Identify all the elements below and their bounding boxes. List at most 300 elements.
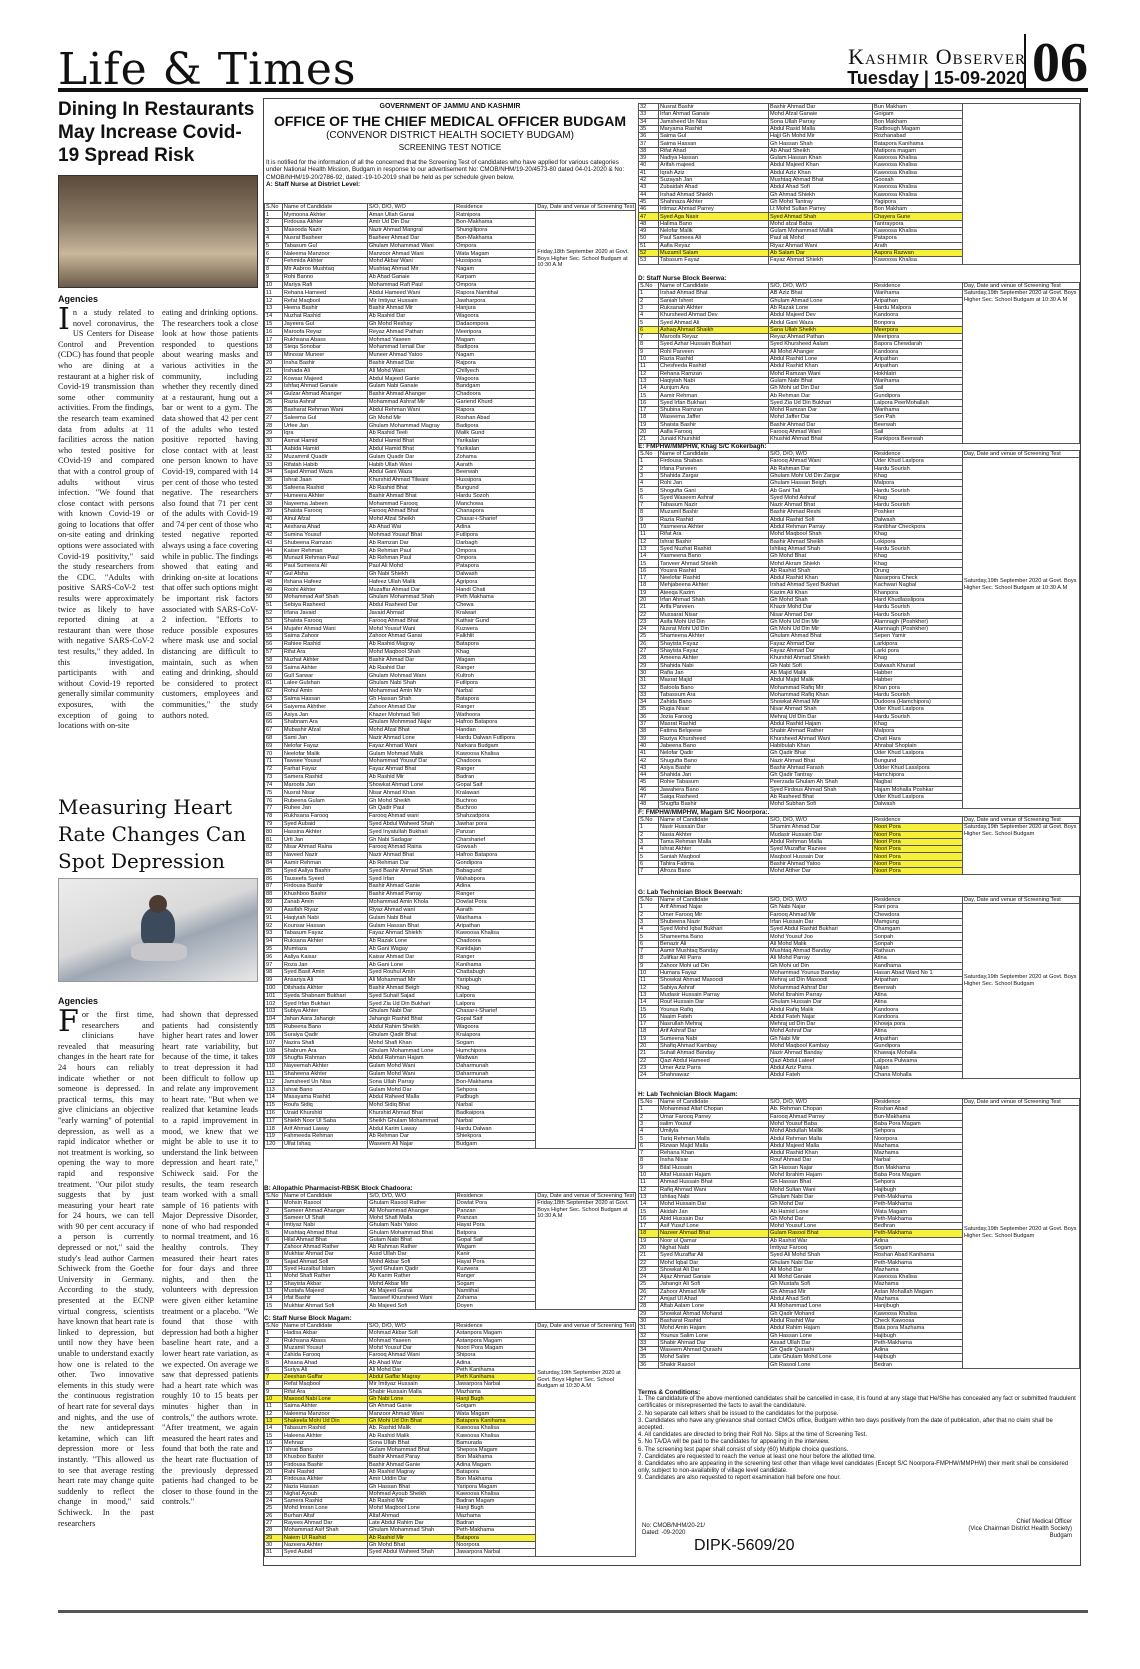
government-line: GOVERNMENT OF JAMMU AND KASHMIR (379, 103, 521, 110)
table-cell: Ansariya Ali (282, 976, 367, 984)
table-cell: 47 (265, 570, 283, 578)
table-cell: Younus Rafiq (659, 1006, 769, 1013)
table-cell: Ab Hamid Lone (769, 1208, 873, 1215)
table-cell: Irfat Bashir (282, 1295, 367, 1302)
masthead (58, 32, 1088, 95)
table-cell: Syed Huzaibul Islam (282, 1265, 367, 1272)
table-cell: 9 (265, 1388, 283, 1395)
table-cell: Ab Gani Wagay (367, 945, 454, 953)
table-cell: Mushtaq Ahmad Banday (769, 948, 873, 955)
table-cell: Tabasum Fayaz (282, 930, 367, 938)
table-cell: Shogufta Gani (659, 487, 769, 494)
table-cell: Syeda Shabnam Bukhari (282, 992, 367, 1000)
table-cell: Sogam (873, 1244, 963, 1251)
table-cell: Saima Hassan (282, 695, 367, 703)
table-cell: Chayera Gune (873, 213, 963, 220)
table-cell: Nusrat Mohi Ud Din (659, 626, 769, 633)
table-cell: Gh Qadir Tantray (769, 772, 873, 779)
column-header: Day, Date and venue of Screening Test (963, 897, 1080, 904)
table-cell: 11 (265, 1273, 283, 1280)
ref-dated: Dated: -09-2020 (642, 1530, 686, 1537)
table-cell: Roohi Akhter (282, 586, 367, 594)
table-cell: Asiya Jan (282, 711, 367, 719)
table-cell: Kaiser Rehman (282, 547, 367, 555)
table-cell: 6 (265, 1366, 283, 1373)
table-cell: 24 (639, 1274, 659, 1281)
table-cell: 9 (265, 1258, 283, 1265)
table-cell: Farooq Ahmad Wani (367, 1352, 454, 1359)
table-cell: Kandoora (873, 1006, 963, 1013)
table-cell: 19 (639, 589, 659, 596)
table-cell: Mohd Shafi Khan (367, 1039, 454, 1047)
venue-cell (963, 104, 1080, 265)
table-cell: Sogam (455, 1039, 536, 1047)
table-cell: 1 (265, 211, 283, 219)
column-header: Day, Date and venue of Screening Test (963, 817, 1080, 824)
table-cell: Khag (873, 560, 963, 567)
table-cell: Abdul Rehman Malla (769, 1135, 873, 1142)
table-cell: 34 (639, 699, 659, 706)
table-cell: Syed Aga Nasir (659, 213, 769, 220)
table-cell: Zahoor Ahmad Rather (282, 1244, 367, 1251)
term-item: 4. All candidates are directed to bring their Roll No. Slips at the time of Screening Test. (638, 1432, 868, 1439)
table-cell: Samera Rashid (282, 773, 367, 781)
table-cell: Rukhsana Abass (282, 336, 367, 344)
table-cell: Mohammad Ismail Dar (367, 344, 454, 352)
table-cell: Nusrat Basheer (282, 234, 367, 242)
table-cell: Farooq Ahmad Parrey (769, 1113, 873, 1120)
table-cell: Altaf Hussain Hajam (659, 1171, 769, 1178)
table-cell: Yousra Rashid (659, 567, 769, 574)
table-cell: Firdousa Shaban (659, 458, 769, 465)
table-cell: Mazhama (873, 1281, 963, 1288)
table-cell: Gh Ahmad Ganie (367, 1403, 454, 1410)
table-cell: 110 (265, 1062, 283, 1070)
table-cell: Meeripora (455, 328, 536, 336)
table-cell: Ali Mohammad Mir (367, 976, 454, 984)
table-cell: Gh Mohd Tantray (769, 198, 873, 205)
table-cell: 5 (639, 853, 659, 860)
table-cell: Bashir Ahmad Parray (367, 890, 454, 898)
table-cell: Abdul Rahman Hajam (367, 1055, 454, 1063)
table-cell: Refat Maqbool (282, 1381, 367, 1388)
table-cell: Ab Karim Rather (368, 1273, 455, 1280)
table-cell: Kowsar Majeed (282, 375, 367, 383)
table-cell: 5 (265, 1359, 283, 1366)
section-f-label: F: FMPHW/MMPHW, Magam S/C Noorpora:. (638, 809, 770, 816)
table-cell: 12 (639, 538, 659, 545)
table-cell: Ranger (455, 703, 536, 711)
table-cell: 44 (639, 772, 659, 779)
figure-legs (131, 943, 187, 961)
table-cell: Peerzada Ghulam Ah Shah (769, 779, 873, 786)
table-cell: Hokhlatri (873, 370, 963, 377)
table-cell: 8 (265, 1251, 283, 1258)
table-cell: Ranger (455, 890, 536, 898)
table-cell: Late Ghulam Mohd Lone (769, 1354, 873, 1361)
table-cell: Firdousa Bashir (282, 1461, 367, 1468)
table-cell: Ghulam Mohammad Wani (367, 242, 454, 250)
article2-byline: Agencies (58, 996, 99, 1006)
table-cell: Chadoora (455, 758, 536, 766)
table-cell: 14 (265, 1425, 283, 1432)
table-cell: 4 (265, 1222, 283, 1229)
column-header: Day, Date and venue of Screening Test (537, 1193, 634, 1200)
table-cell: 106 (265, 1031, 283, 1039)
table-cell: Abdul Majeed Ganie (367, 375, 454, 383)
table-cell: Assd Ullah Dar (368, 1251, 455, 1258)
table-cell: 47 (639, 793, 659, 800)
table-cell: Gh Mohd Sheikh (367, 797, 454, 805)
column-header: S.No (639, 817, 659, 824)
table-cell: Masood Nabi Lone (282, 1395, 367, 1402)
table-cell: 39 (639, 735, 659, 742)
table-cell: Muzamil Bashir (659, 509, 769, 516)
restaurant-photo (58, 175, 258, 288)
table-cell: Kawoosa Khalisa (455, 930, 536, 938)
table-cell: 26 (639, 1288, 659, 1295)
table-cell: Nazir Ahmad Mangral (367, 226, 454, 234)
table-cell: Syed Ahmad Shah (769, 213, 873, 220)
article1-headline: Dining In Restaurants May Increase Covid-19 Spread Risk (58, 99, 255, 166)
table-cell: Lalee Gulshan (282, 680, 367, 688)
column-header: Day, Date and venue of Screening Test (963, 451, 1080, 458)
table-cell: Ab Rehman Paul (367, 555, 454, 563)
table-cell: Sajad Ahmad Waza (282, 469, 367, 477)
table-cell: Syed Abdul Rashid Bukhari (769, 926, 873, 933)
table-cell: 7 (265, 258, 283, 266)
table-cell: Nighat Nabi (659, 1244, 769, 1251)
table-cell: 85 (265, 867, 283, 875)
table-cell: Ab Majeed Ganai (368, 1287, 455, 1294)
table-cell: Nuzhat Akhter (282, 656, 367, 664)
table-cell: Fayaz Ahmad Wani (367, 742, 454, 750)
table-cell: Imtiyaz Nabi (282, 1222, 367, 1229)
table-cell: Khag (455, 984, 536, 992)
table-cell: Badran Magam (455, 1498, 536, 1505)
column-header: Name of Candidate (282, 1193, 367, 1200)
table-cell: Hardu Sourish (873, 691, 963, 698)
term-item: 7. Candidates are requested to reach the venue at least one hour before the allotted time. (638, 1453, 876, 1460)
table-cell: Rohi Jan (659, 480, 769, 487)
table-cell: Ab Ahad Sheikh (769, 147, 873, 154)
table-cell: Bon Makhama (455, 1476, 536, 1483)
table-cell: Zahoor Ahmad Dar (367, 703, 454, 711)
table-cell: 28 (639, 655, 659, 662)
table-cell: Ompora (455, 281, 536, 289)
table-cell: Aripathan (873, 297, 963, 304)
left-column (58, 98, 258, 1598)
table-cell: Showkat Ahmad Masoodi (659, 977, 769, 984)
table-cell: Syed Ahmad Ali (659, 319, 769, 326)
table-header-row (639, 897, 1080, 904)
table-cell: Humara Fayaz (659, 969, 769, 976)
table-cell: Khag (873, 494, 963, 501)
table-cell: Ishrat Jaan (282, 476, 367, 484)
table-cell: Mohammad Ashraf Dar (769, 984, 873, 991)
table-cell: 38 (639, 147, 659, 154)
table-cell: 66 (265, 719, 283, 727)
table-cell: 89 (265, 898, 283, 906)
table-cell: Aripathan (873, 1035, 963, 1042)
table-cell: 36 (639, 133, 659, 140)
table-cell: Peth-Makhama (873, 1193, 963, 1200)
table-cell: 23 (639, 1266, 659, 1273)
table-cell: Naleema Manzoor (282, 250, 367, 258)
table-cell: 22 (265, 375, 283, 383)
table-cell: Abdul Gani Waza (769, 319, 873, 326)
table-cell: Khanpora (873, 589, 963, 596)
table-cell: Ab Gani Lone (367, 961, 454, 969)
table-cell: 15 (639, 560, 659, 567)
table-cell: Mymoona Akhter (282, 211, 367, 219)
table-cell: Mohd Salim (659, 1354, 769, 1361)
table-cell: Syed Basit Amin (282, 969, 367, 977)
table-cell: Rifat Ara (282, 1388, 367, 1395)
table-cell: Peth Makhama (455, 594, 536, 602)
table-cell: Hassina Akhter (282, 828, 367, 836)
table-cell: Mir Imtiyaz Hussain (367, 1381, 454, 1388)
table-cell: 7 (265, 1374, 283, 1381)
table-cell: Mohmad Akbar Sofi (367, 1330, 454, 1337)
table-cell: 43 (639, 184, 659, 191)
table-cell: Abdul Rashid Hajam (769, 720, 873, 727)
table-cell: Syed Aaliya Bashir (282, 867, 367, 875)
table-cell: 58 (265, 656, 283, 664)
table-cell: Bon-Makhama (455, 219, 536, 227)
table-cell: 7 (265, 1244, 283, 1251)
table-row (639, 904, 1080, 911)
table-cell: Shayista Fayaz (659, 640, 769, 647)
table-cell: Mohammad Ashraf Mir (367, 398, 454, 406)
table-cell: Gh Nabi Sofi (769, 662, 873, 669)
table-cell: Wata Magam (455, 250, 536, 258)
table-cell: Badipora (455, 422, 536, 430)
notice-title: SCREENING TEST NOTICE (398, 143, 502, 152)
table-g-wrap (638, 889, 1080, 1079)
table-cell: 42 (639, 757, 659, 764)
table-cell: Halima Bano (659, 220, 769, 227)
table-cell: Mushtaq Ahmad Bhat (282, 1229, 367, 1236)
column-header: Day, Date and venue of Screening Test (963, 283, 1080, 290)
table-cell: Abdul Majid Malik (769, 677, 873, 684)
table-cell: Larki pora (873, 648, 963, 655)
table-cell: 11 (265, 1403, 283, 1410)
table-cell: Goosah (873, 176, 963, 183)
table-cell: Agripora (455, 578, 536, 586)
table-cell: Syed Muzaffar Ali (659, 1252, 769, 1259)
table-cell: Gh Rasool Lone (769, 1361, 873, 1368)
table-cell: Showkat Ali Dar (659, 1266, 769, 1273)
table-cell: Mehraj ud Din Masoodi (769, 977, 873, 984)
table-cell: Abdul Majeed Khan (769, 162, 873, 169)
table-cell: Rukhsana Farooq (282, 812, 367, 820)
table-cell: Manzoor Ahmad Wani (367, 250, 454, 258)
table-cell: 24 (265, 1498, 283, 1505)
table-cell: Arif Ahmad Laway (282, 1125, 367, 1133)
table-cell: Mohd Iqbal Dar (659, 1259, 769, 1266)
column-header: Day, Date and venue of Screening Test (963, 1099, 1080, 1106)
column-header: Residence (873, 817, 963, 824)
table-cell: 3 (639, 304, 659, 311)
table-cell: Nazia Hassan (282, 1483, 367, 1490)
table-cell: Hardu Dalwan Futlipora (455, 734, 536, 742)
table-cell: Qazi Abdul Lateef (769, 1057, 873, 1064)
table-cell: Syed Mohd Iqbal Bukhari (659, 926, 769, 933)
table-cell: Mohd Yousuf Joo (769, 933, 873, 940)
table-cell: Ulfat Ishaq (282, 1140, 367, 1148)
table-cell: Umer Farooq Mir (659, 911, 769, 918)
table-cell: Adina (873, 1347, 963, 1354)
table-cell: Aasifah Riyaz (282, 906, 367, 914)
table-cell: Shungilipora (455, 226, 536, 234)
table-cell: Gh Hassan Najar (769, 1164, 873, 1171)
table-cell: 15 (265, 320, 283, 328)
table-cell: 39 (639, 155, 659, 162)
table-cell: Batapora (455, 1468, 536, 1475)
table-cell: Adina (455, 883, 536, 891)
table-cell: Shahzadpora (455, 812, 536, 820)
table-cell: 62 (265, 687, 283, 695)
table-cell: Ab Rashid Bhat (367, 484, 454, 492)
table-pharmacist-chadoora (264, 1192, 636, 1310)
table-cell: 18 (639, 414, 659, 421)
table-cell: Nighat Ayoub (282, 1490, 367, 1497)
table-cell: Mazhama (873, 1142, 963, 1149)
table-cell: Gh Qadir Bhat (769, 750, 873, 757)
table-row (265, 1330, 636, 1337)
table-cell: Ab Ramzan Dar (367, 539, 454, 547)
table-cell: 14 (265, 312, 283, 320)
table-cell: Atina (873, 955, 963, 962)
table-cell: Ompora (455, 555, 536, 563)
table-cell: 8 (639, 1157, 659, 1164)
table-cell: Noori Pora (873, 868, 963, 875)
table-cell: Ghulam Mohi Ud Din Zargar (769, 472, 873, 479)
table-cell: Kawoosa Khalisa (455, 1425, 536, 1432)
table-cell: Astan Mohallah Magam (873, 1288, 963, 1295)
table-cell: Malik Gund (455, 430, 536, 438)
table-cell: Shaheena Akhter (282, 1070, 367, 1078)
table-cell: Ghulam Mohmad Wani (367, 672, 454, 680)
table-cell: Rafia Jan (659, 669, 769, 676)
table-cell: 23 (639, 618, 659, 625)
table-cell: Nazir Ahmad Bhat (769, 502, 873, 509)
table-cell: 14 (639, 385, 659, 392)
column-header: Residence (873, 897, 963, 904)
table-cell: Gulam Nabi Bhat (769, 377, 873, 384)
table-cell: 88 (265, 890, 283, 898)
table-cell: Kandoora (873, 1013, 963, 1020)
table-cell: Masayama Rashid (282, 1094, 367, 1102)
table-cell: Syed Muzaffar Razvee (769, 846, 873, 853)
table-cell: 6 (639, 1142, 659, 1149)
table-cell: Saima Akhter (282, 664, 367, 672)
table-cell: Shameena Akhter (659, 633, 769, 640)
table-cell: Uder Khud Laslpora (873, 706, 963, 713)
table-cell: Batapora Kanihama (873, 140, 963, 147)
table-cell: 44 (265, 547, 283, 555)
table-cell: Samera Rashid (282, 1498, 367, 1505)
table-cell: 98 (265, 969, 283, 977)
table-cell: Ali Mohd Dar (367, 1366, 454, 1373)
table-cell: Kandhama (873, 962, 963, 969)
table-cell: Masrat Rashid (659, 720, 769, 727)
table-cell: 26 (265, 1512, 283, 1519)
table-cell: Saiqa Rasheed (659, 793, 769, 800)
table-cell: Kralawari (455, 789, 536, 797)
table-cell: Iqrah Aziz (659, 169, 769, 176)
table-cell: Rukhsana Abass (282, 1337, 367, 1344)
table-cell: Ghulam Ahmad Bhat (769, 633, 873, 640)
table-cell: Farooq Ahmad Raina (367, 844, 454, 852)
table-cell: Gh Mustafa Sofi (769, 1281, 873, 1288)
table-cell: Amir Uddin Dar (367, 1476, 454, 1483)
table-cell: 23 (639, 1064, 659, 1071)
table-cell: Hamchipora (873, 772, 963, 779)
table-cell: Rayees Ahmad Dar (282, 1520, 367, 1527)
table-cell: 4 (639, 312, 659, 319)
table-cell: Mazhama (455, 1388, 536, 1395)
table-cell: 10 (639, 969, 659, 976)
table-cell: Kuzwera (455, 625, 536, 633)
table-cell: 17 (639, 407, 659, 414)
terms-and-conditions (638, 1389, 1080, 1483)
table-cell: Irshada Ali (282, 367, 367, 375)
table-cell: Bashir Ahmad Yatoo (769, 860, 873, 867)
table-cell: Ab Rashid Mir (367, 1534, 454, 1541)
table-cell: Ishrat Bashir (659, 538, 769, 545)
table-cell: 13 (265, 305, 283, 313)
article1-col2: eating and drinking options. The researchers took a close look at how those patients responded to questions about wearing masks and various activities in the community, including whether they recently dined at a restaurant, hung out a bar or went to a gym. The data showed that 42 per cent of the adults who tested positive reported having close contact with at least one person known to have Covid-19, compared with 14 per cent of those who tested negative. The researchers also found that 71 per cent of the adults with Covid-19 and 74 per cent of those who tested negative reported always using a face covering while in public. The findings showed that eating and drinking on-site at locations that offer such options might be important risk factors associated with SARS-CoV-2 infection. "Efforts to reduce possible exposures where mask use and social distancing are difficult to maintain, such as when eating and drinking, should be considered to protect customers, employees and communities," the study authors noted. (162, 308, 258, 720)
table-cell: Razia Rashid (659, 355, 769, 362)
table-cell: Shahnaza Akhter (659, 198, 769, 205)
table-cell: 1 (639, 290, 659, 297)
table-cell: Gull Sarwar (282, 672, 367, 680)
table-cell: 34 (639, 1347, 659, 1354)
table-cell: Naleema Manzoor (282, 1410, 367, 1417)
table-cell: Tauseefa Syeed (282, 875, 367, 883)
table-cell: 105 (265, 1023, 283, 1031)
table-cell: Kultroh (455, 672, 536, 680)
table-cell: 25 (265, 1505, 283, 1512)
table-cell: 59 (265, 664, 283, 672)
table-cell: Kawoosa Khalisa (873, 1310, 963, 1317)
table-cell: 82 (265, 844, 283, 852)
table-cell: Aijaz Ahmad Ganaie (659, 1274, 769, 1281)
table-cell: Ghulam Ahmad Lone (769, 297, 873, 304)
table-cell: Hardu Sourish (873, 611, 963, 618)
table-cell: 70 (265, 750, 283, 758)
table-cell: Wagoora (455, 375, 536, 383)
table-cell: Panzan (455, 1207, 536, 1214)
table-cell: 14 (639, 553, 659, 560)
table-cell: Sameer Ahmad Ahanger (282, 1207, 367, 1214)
table-cell: Mohammad Amin Mir (367, 687, 454, 695)
table-cell: Peth-Makhama (873, 1259, 963, 1266)
column-header: Name of Candidate (659, 1099, 769, 1106)
table-cell: Maroofa Reyaz (282, 328, 367, 336)
table-cell: Irtimaz Ahmad Parrey (659, 206, 769, 213)
table-cell: Mohd Afzal Ganaie (769, 111, 873, 118)
table-cell: 53 (265, 617, 283, 625)
table-cell: Shamim Ahmad Dar (769, 824, 873, 831)
table-cell: Futlipora (455, 531, 536, 539)
table-cell: Syed Bashir Ahmad Shah (367, 867, 454, 875)
table-row (639, 104, 1080, 111)
table-cell: 99 (265, 976, 283, 984)
table-cell: 35 (639, 706, 659, 713)
